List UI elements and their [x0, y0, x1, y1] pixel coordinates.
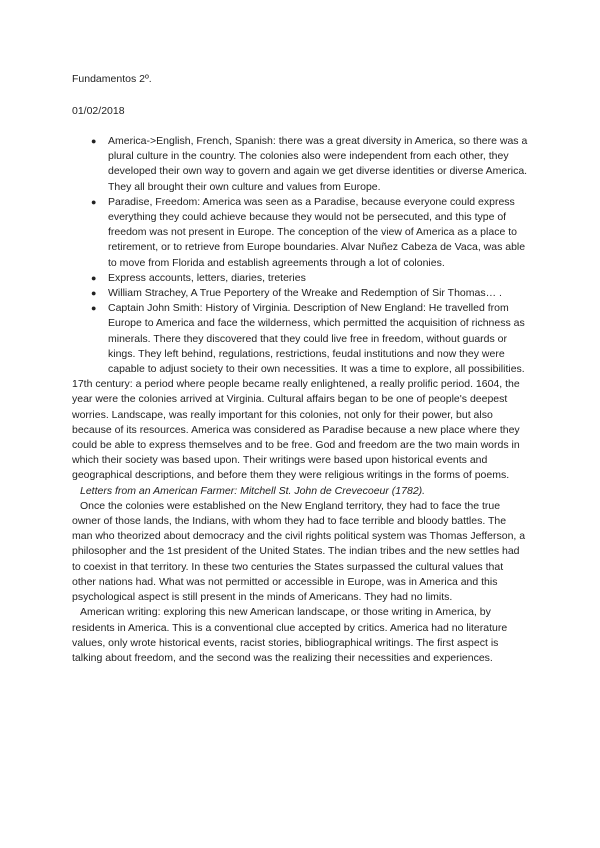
list-item-text: Express accounts, letters, diaries, treteries: [108, 271, 306, 284]
paragraph-colonies: Once the colonies were established on the New England territory, they had to face the true owner of those lands, the Indians, with whom they had to face terrible and bloody battles. The man who theorized about democracy and the civil rights political system was Thomas Jefferson, a philosopher and the 1st president of the United States. The indian tribes and the new settles had to coexist in that territory. In these two centuries the States surpassed the cultural values that other nations had. What was not permitted or accessible in Europe, was in America and this psychological aspect is still present in the minds of Americans. They had no limits.: [72, 499, 526, 604]
list-item-text: America->English, French, Spanish: there was a great diversity in America, so there was a plural culture in the country. The colonies also were independent from each other, they developed their own way to govern and again we get diverse identities or diverse America. They all brought their own culture and values from Europe.: [108, 135, 528, 193]
list-item: [91, 195, 528, 271]
bullet-icon: ●: [91, 196, 97, 207]
bullet-icon: ●: [91, 136, 97, 146]
document-title: Fundamentos 2º.: [72, 73, 152, 85]
letters-heading: Letters from an American Farmer: Mitchell St. John de Crevecoeur (1782).: [80, 484, 426, 497]
list-item-text: William Strachey, A True Peportery of the Wreake and Redemption of Sir Thomas… .: [108, 287, 502, 300]
list-item: [91, 134, 528, 195]
bullet-list: [72, 134, 528, 377]
bullet-icon: ●: [91, 303, 97, 314]
list-item-text: Paradise, Freedom: America was seen as a Paradise, because everyone could express everything they could achieve because they would not be persecuted, and this type of freedom was not present in Europe. The conception of the view of America as a place to retirement, or to retrieve from Europe boundaries. Alvar Nuñez Cabeza de Vaca, was able to move from Florida and establish agreements through a lot of colonies.: [108, 195, 526, 269]
bullet-icon: ●: [91, 288, 97, 299]
paragraph-17th-century: 17th century: a period where people became really enlightened, a really prolific period. 1604, the year were the colonies arrived at Virginia. Cultural affairs began to be one of people's deepest worries. Landscape, was really important for this colonies, not only for their power, but also because of its resources. America was considered as Paradise because a new place where they could be able to express themselves and to be free. God and freedom are the two main words in which their society was based upon. Their writings were based upon historical events and geographical descriptions, and before them they were religious writings in the forms of poems.: [72, 378, 520, 482]
document-date: 01/02/2018: [72, 105, 125, 117]
list-item: [91, 271, 528, 286]
bullet-icon: ●: [91, 272, 97, 283]
paragraph-american-writing: American writing: exploring this new American landscape, or those writing in America, by residents in America. This is a conventional clue accepted by critics. America had no literature values, only wrote historical events, racist stories, bibliographical writings. The first aspect is talking about freedom, and the second was the realizing their necessities and experiences.: [72, 606, 508, 664]
list-item-text: Captain John Smith: History of Virginia. Description of New England: He travelled from Europe to America and face the wilderness, which permitted the acquisition of richness as minerals. There they discovered that they could live free in freedom, without guards or kings. They left behind, regulations, restrictions, feudal institutions and now they were capable to adjust society to their own necessities. It was a time to explore, all possibilities.: [108, 302, 525, 376]
list-item: [91, 301, 528, 377]
list-item: [91, 286, 528, 301]
